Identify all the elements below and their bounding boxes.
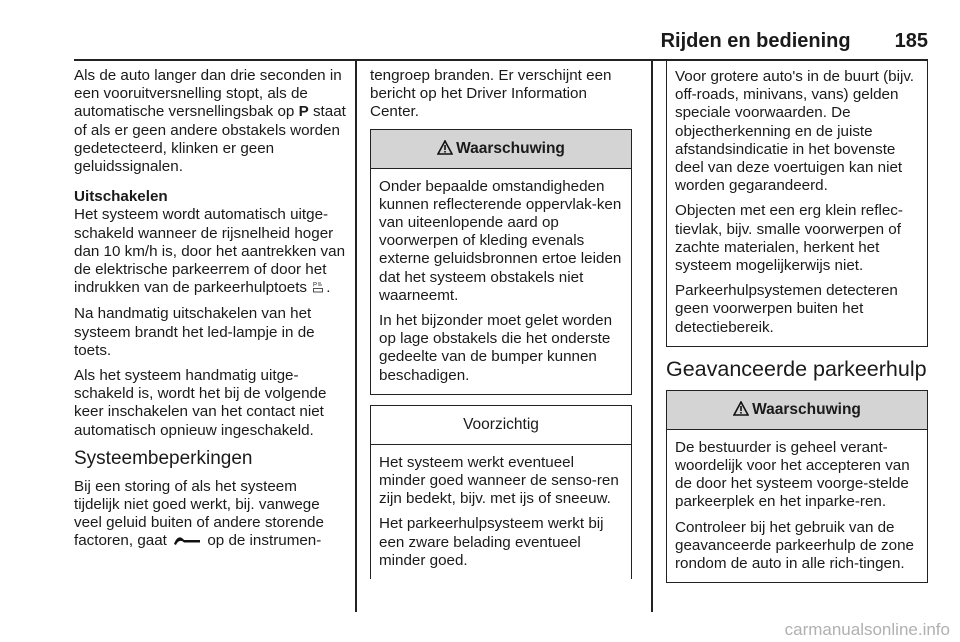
text: Bij een storing of als het systeem tijdelijk niet goed werkt, bij. vanwege veel geluid buiten of andere storende factoren, gaat	[74, 477, 324, 550]
subheading-uitschakelen: Uitschakelen	[74, 188, 168, 206]
heading-geavanceerde-parkeerhulp: Geavanceerde parkeerhulp	[666, 356, 927, 381]
text: staat of als er geen andere obstakels worden gedetecteerd, klinken er geen geluidssignalen.	[74, 103, 346, 176]
warning-body	[371, 169, 631, 394]
column-divider-1	[355, 60, 357, 612]
page-header	[74, 24, 928, 58]
text: .	[326, 279, 331, 297]
text: Als de auto langer dan drie seconden in een vooruitversnelling stopt, als de automatische versnellingsbak op	[74, 67, 342, 121]
warning-header	[667, 391, 927, 430]
column-divider-2	[651, 60, 653, 612]
text: Het systeem wordt automatisch uitge-schakeld wanneer de rijsnelheid hoger dan 10 km/h is, door het aantrekken van de elektrische parkeerrem of door het indrukken van de parkeerhulptoets	[74, 206, 346, 297]
warning-box	[666, 390, 928, 583]
column-1	[74, 67, 346, 559]
paragraph: Objecten met een erg klein reflec-tievlak, bijv. smalle voorwerpen of zachte materialen, herkent het systeem mogelijkerwijs niet.	[675, 202, 903, 275]
paragraph	[74, 206, 346, 298]
section-title: Rijden en bediening	[660, 29, 851, 52]
text: op de instrumen-	[203, 532, 322, 550]
paragraph: Controleer bij het gebruik van de geavanceerde parkeerhulp de zone rondom de auto in alle rich-tingen.	[675, 518, 914, 573]
paragraph: tengroep branden. Er verschijnt een bericht op het Driver Information Center.	[370, 67, 612, 121]
page-number: 185	[894, 29, 928, 52]
paragraph: In het bijzonder moet gelet worden op lage obstakels die het onderste gedeelte van de bumper kunnen beschadigen.	[379, 312, 613, 384]
warning-title: Waarschuwing	[752, 400, 861, 418]
warning-triangle-icon	[733, 393, 749, 431]
paragraph: Als het systeem handmatig uitge-schakeld is, wordt het bij de volgende keer inschakelen van het contact niet automatisch opnieuw ingeschakeld.	[74, 367, 327, 439]
paragraph	[74, 478, 346, 552]
paragraph: Het parkeerhulpsysteem werkt bij een zware belading eventueel minder goed.	[379, 515, 604, 569]
paragraph: Voor grotere auto's in de buurt (bijv. off-roads, minivans, vans) gelden speciale voorwaarden. De objectherkenning en de juiste afstandsindicatie in het bovenste deel van deze voertuigen kan niet worden gegarandeerd.	[675, 68, 915, 195]
heading-systeembeperkingen: Systeembeperkingen	[74, 447, 253, 469]
warning-body	[667, 430, 927, 582]
paragraph: Het systeem werkt eventueel minder goed wanneer de senso-ren zijn bedekt, bijv. met ijs of sneeuw.	[379, 453, 619, 508]
parking-assist-button-icon	[313, 280, 324, 298]
column-3	[666, 67, 928, 591]
watermark: carmanualsonline.info	[784, 620, 950, 639]
warning-title: Waarschuwing	[456, 139, 565, 157]
caution-box	[370, 405, 632, 579]
warning-header	[371, 130, 631, 169]
column-2	[370, 67, 632, 587]
warning-triangle-icon	[437, 132, 453, 170]
paragraph: Onder bepaalde omstandigheden kunnen reflecterende oppervlak-ken van uiteenlopende aard op voorwerpen of kleding evenals externe geluidsbronnen ertoe leiden dat het systeem obstakels niet waarneemt.	[379, 177, 622, 304]
parking-sensor-indicator-icon	[173, 533, 201, 551]
paragraph	[74, 67, 346, 176]
paragraph: De bestuurder is geheel verant-woordelijk voor het accepteren van de door het systeem voorge-stelde parkeerplek en het inparke-ren.	[675, 438, 910, 511]
svg-text:P: P	[313, 282, 318, 289]
paragraph: Parkeerhulpsystemen detecteren geen voorwerpen buiten het detectiebereik.	[675, 282, 898, 336]
warning-box	[370, 129, 632, 395]
caution-header: Voorzichtig	[371, 406, 631, 445]
paragraph: Na handmatig uitschakelen van het systeem brandt het led-lampje in de toets.	[74, 305, 315, 359]
caution-body-continued	[667, 60, 927, 346]
gear-p-label: P	[298, 103, 309, 121]
caution-body	[371, 445, 631, 579]
caution-box-continued	[666, 60, 928, 347]
